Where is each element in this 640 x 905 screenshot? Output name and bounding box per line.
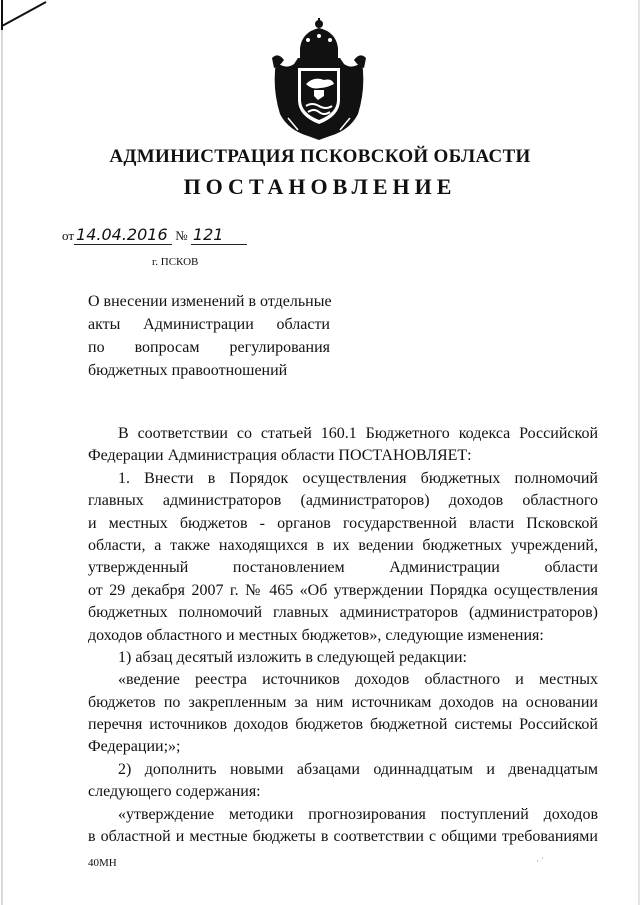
footer-code: 40МН [88, 857, 117, 869]
number-prefix: № [175, 228, 188, 243]
paragraph-line: Федерации Администрация области ПОСТАНОВЛЯЕТ: [88, 447, 472, 465]
paragraph-line: области, а также находящихся в их ведении бюджетных учреждений, [88, 536, 598, 554]
paragraph-line: 1. Внести в Порядок осуществления бюджетных полномочий [118, 469, 598, 487]
paragraph-line: 2) дополнить новыми абзацами одиннадцатым и двенадцатым [118, 760, 598, 778]
paragraph-line: Федерации;»; [88, 738, 181, 756]
handwritten-date: 14.04.2016 [74, 226, 172, 245]
subject-line: по вопросам регулирования [88, 339, 330, 356]
handwritten-number: 121 [191, 226, 247, 245]
subject-line: бюджетных правоотношений [88, 362, 288, 379]
paragraph-line: и местных бюджетов - органов государственной власти Псковской [88, 514, 598, 532]
paragraph-line: следующего содержания: [88, 783, 261, 801]
date-number-line [62, 226, 247, 245]
document-type-title: ПОСТАНОВЛЕНИЕ [183, 174, 457, 199]
paragraph-line: доходов областного и местных бюджетов», следующие изменения: [88, 626, 544, 644]
paragraph-line: в областной и местные бюджеты в соответствии с общими требованиями [88, 828, 598, 846]
city-label: г. ПСКОВ [152, 256, 199, 268]
pskov-coat-of-arms-icon [268, 18, 370, 142]
paragraph-line: главных администраторов (администраторов) доходов областного [88, 492, 598, 510]
scan-left-edge [1, 0, 3, 905]
paragraph-line: бюджетных полномочий главных администраторов (администраторов) [88, 604, 598, 622]
date-prefix: от [62, 228, 75, 243]
subject-line: О внесении изменений в отдельные [88, 293, 332, 310]
paragraph-line: утвержденный постановлением Администрации области [88, 559, 598, 577]
body-text [88, 423, 598, 848]
paragraph-line: «утверждение методики прогнозирования поступлений доходов [118, 805, 598, 823]
organization-title: АДМИНИСТРАЦИЯ ПСКОВСКОЙ ОБЛАСТИ [109, 146, 531, 167]
paragraph-line: от 29 декабря 2007 г. № 465 «Об утверждении Порядка осуществления [88, 581, 598, 599]
paragraph-line: бюджетов по закрепленным за ним источникам доходов на основании [88, 693, 598, 711]
paragraph-line: В соответствии со статьей 160.1 Бюджетного кодекса Российской [118, 425, 598, 442]
paragraph-line: 1) абзац десятый изложить в следующей редакции: [118, 648, 467, 666]
subject-line: акты Администрации области [88, 316, 330, 333]
paragraph-line: перечня источников доходов бюджетов бюджетной системы Российской [88, 716, 598, 734]
paragraph-line: «ведение реестра источников доходов областного и местных [118, 671, 598, 689]
subject-block [88, 290, 330, 382]
scan-specks: · ˙ [536, 856, 545, 866]
scan-corner-mark [0, 0, 60, 30]
